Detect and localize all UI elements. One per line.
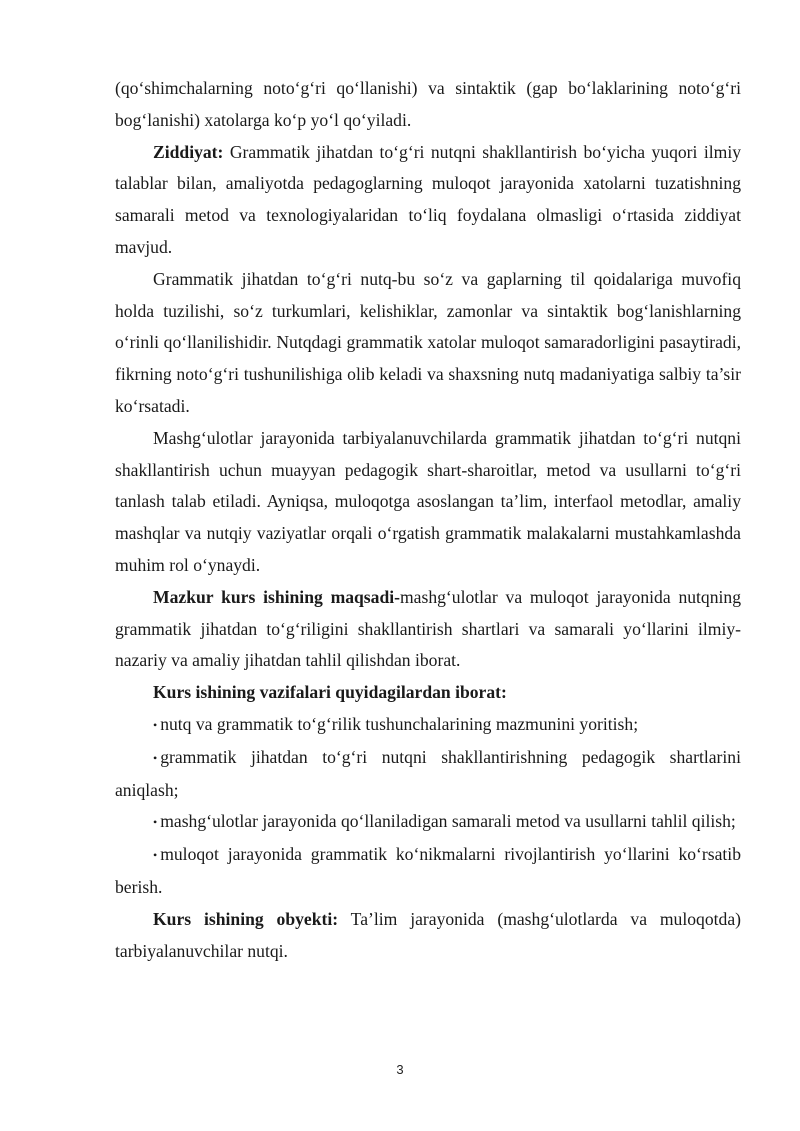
list-item [115,806,741,839]
bullet-icon: • [153,848,158,863]
paragraph-text: Mashg‘ulotlar jarayonida tarbiyalanuvchilarda grammatik jihatdan to‘g‘ri nutqni shakllantirish uchun muayyan pedagogik shart-sharoitlar, metod va usullarni to‘g‘ri tanlash talab etiladi. Ayniqsa, muloqotga asoslangan ta’lim, interfaol metodlar, amaliy mashqlar va nutqiy vaziyatlar orqali o‘rgatish grammatik malakalarni mustahkamlashda muhim rol o‘ynaydi. [115,427,741,575]
paragraph-text: Grammatik jihatdan to‘g‘ri nutqni shakllantirish bo‘yicha yuqori ilmiy talablar bilan, amaliyotda pedagoglarning muloqot jarayonida xatolarni tuzatishning samarali metod va texnologiyalaridan to‘liq foydalana olmasligi o‘rtasida ziddiyat mavjud. [115,141,741,257]
paragraph-conditions [115,423,741,582]
paragraph-goal [115,582,741,677]
paragraph-object [115,904,741,968]
paragraph-contradiction [115,137,741,264]
goal-label: Mazkur kurs ishining maqsadi- [153,586,400,607]
list-item-text: muloqot jarayonida grammatik ko‘nikmalarni rivojlantirish yo‘llarini ko‘rsatib berish. [115,844,741,897]
list-item [115,742,741,807]
contradiction-label: Ziddiyat: [153,141,224,162]
paragraph-definition [115,264,741,423]
paragraph-text: Ta’lim jarayonida (mashg‘ulotlarda va muloqotda) tarbiyalanuvchilar nutqi. [115,908,741,961]
list-item-text: grammatik jihatdan to‘g‘ri nutqni shakllantirishning pedagogik shartlarini aniqlash; [115,746,741,800]
paragraph-text: (qo‘shimchalarning noto‘g‘ri qo‘llanishi) va sintaktik (gap bo‘laklarining noto‘g‘ri bog‘lanishi) xatolarga ko‘p yo‘l qo‘yiladi. [115,78,741,130]
paragraph-text: Grammatik jihatdan to‘g‘ri nutq-bu so‘z va gaplarning til qoidalariga muvofiq holda tuzilishi, so‘z turkumlari, kelishiklar, zamonlar va sintaktik bog‘lanishlarning o‘rinli qo‘llanilishidir. Nutqdagi grammatik xatolar muloqot samaradorligini pasaytiradi, fikrning noto‘g‘ri tushunilishiga olib keladi va shaxsning nutq madaniyatiga salbiy ta’sir ko‘rsatadi. [115,268,741,416]
tasks-heading: Kurs ishining vazifalari quyidagilardan iborat: [153,682,507,703]
list-item-text: nutq va grammatik to‘g‘rilik tushunchalarining mazmunini yoritish; [160,713,639,734]
paragraph-text: mashg‘ulotlar va muloqot jarayonida nutqning grammatik jihatdan to‘g‘riligini shakllantirish shartlari va samarali yo‘llarini ilmiy-nazariy va amaliy jihatdan tahlil qilishdan iborat. [115,586,741,671]
bullet-icon: • [153,750,158,765]
page-body [115,73,741,967]
bullet-icon: • [153,717,158,732]
page-number: 3 [396,1062,404,1077]
paragraph-intro [115,73,741,137]
list-item [115,709,741,742]
bullet-icon: • [153,815,158,830]
object-label: Kurs ishining obyekti: [153,908,339,929]
list-item-text: mashg‘ulotlar jarayonida qo‘llaniladigan samarali metod va usullarni tahlil qilish; [160,811,736,832]
list-item [115,839,741,904]
